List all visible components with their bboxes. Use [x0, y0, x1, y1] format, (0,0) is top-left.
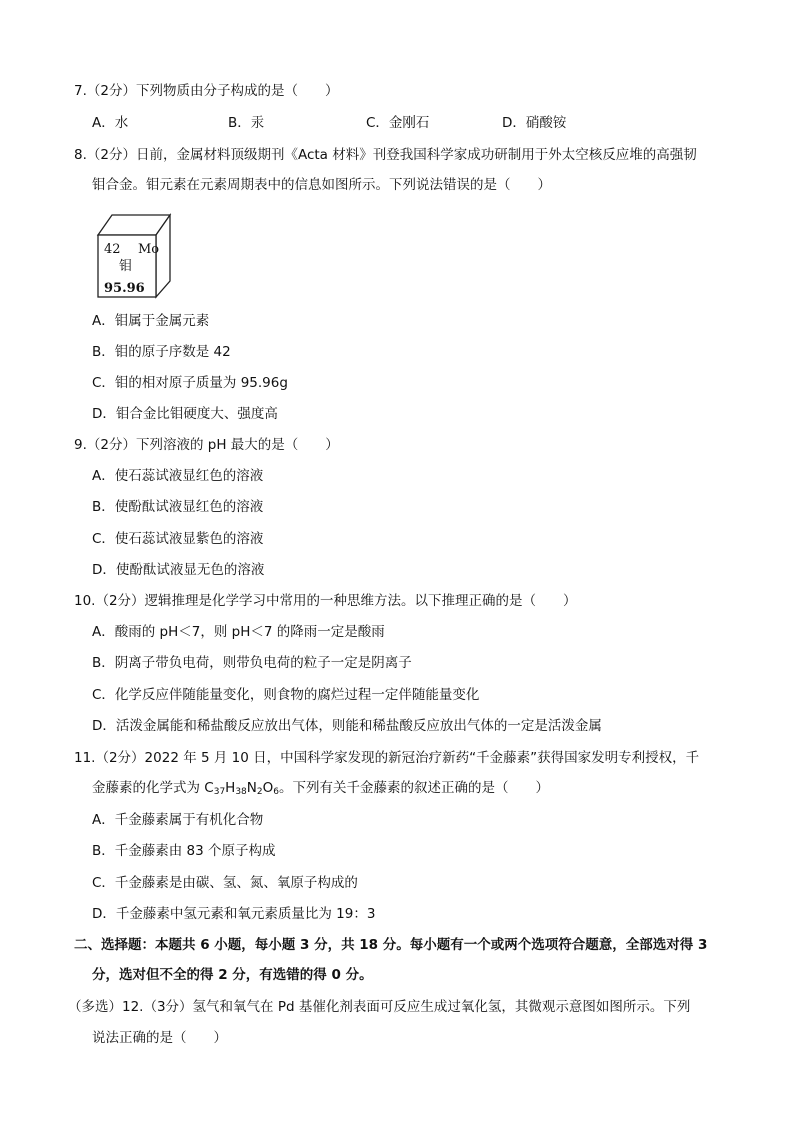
q7-stem: 7.（2分）下列物质由分子构成的是（ ）: [74, 83, 339, 99]
q11-option-a: A．千金藤素属于有机化合物: [92, 812, 264, 828]
q10-option-c: C．化学反应伴随能量变化，则食物的腐烂过程一定伴随能量变化: [92, 687, 480, 703]
q9-stem: 9.（2分）下列溶液的 pH 最大的是（ ）: [74, 437, 339, 453]
section2-heading-line1: 二、选择题：本题共 6 小题，每小题 3 分，共 18 分。每小题有一个或两个选项符合题意，全部选对得 3: [74, 937, 708, 953]
q10-stem: 10.（2分）逻辑推理是化学学习中常用的一种思维方法。以下推理正确的是（ ）: [74, 593, 577, 609]
q11-option-d: D．千金藤素中氢元素和氧元素质量比为 19：3: [92, 906, 376, 922]
element-atomic-mass: 95.96: [104, 281, 145, 296]
q11-stem-line1: 11.（2分）2022 年 5 月 10 日，中国科学家发现的新冠治疗新药“千金藤素”获得国家发明专利授权，千: [74, 750, 700, 766]
q8-option-b: B．钼的原子序数是 42: [92, 344, 231, 360]
q8-option-c: C．钼的相对原子质量为 95.96g: [92, 375, 288, 391]
q10-option-b: B．阴离子带负电荷，则带负电荷的粒子一定是阴离子: [92, 655, 412, 671]
element-atomic-number: 42: [104, 242, 121, 257]
q7-option-b: B．汞: [228, 115, 265, 131]
q9-option-b: B．使酚酞试液显红色的溶液: [92, 499, 264, 515]
element-symbol: Mo: [138, 242, 160, 257]
q7-option-d: D．硝酸铵: [502, 115, 567, 131]
q9-option-a: A．使石蕊试液显红色的溶液: [92, 468, 264, 484]
q9-option-c: C．使石蕊试液显紫色的溶液: [92, 531, 264, 547]
element-name: 钼: [119, 259, 133, 274]
q8-stem-line1: 8.（2分）日前，金属材料顶级期刊《Acta 材料》刊登我国科学家成功研制用于外太空核反应堆的高强韧: [74, 147, 697, 163]
q12-stem-line2: 说法正确的是（ ）: [92, 1030, 227, 1046]
q7-option-a: A．水: [92, 115, 129, 131]
q8-option-d: D．钼合金比钼硬度大、强度高: [92, 406, 278, 422]
q11-stem-line2: 金藤素的化学式为 $C_{37}H_{38}N_2O_6$。下列有关千金藤素的叙述正确的是（ ）: [92, 780, 549, 797]
q10-option-d: D．活泼金属能和稀盐酸反应放出气体，则能和稀盐酸反应放出气体的一定是活泼金属: [92, 718, 602, 734]
q9-option-d: D．使酚酞试液显无色的溶液: [92, 562, 265, 578]
q12-stem-line1: （多选）12.（3分）氢气和氧气在 Pd 基催化剂表面可反应生成过氧化氢，其微观示意图如图所示。下列: [68, 999, 691, 1015]
q11-option-b: B．千金藤素由 83 个原子构成: [92, 843, 276, 859]
q10-option-a: A．酸雨的 pH＜7，则 pH＜7 的降雨一定是酸雨: [92, 624, 385, 640]
q11-option-c: C．千金藤素是由碳、氢、氮、氧原子构成的: [92, 875, 358, 891]
q7-option-c: C．金刚石: [366, 115, 430, 131]
element-cell-figure: [92, 205, 176, 301]
q8-option-a: A．钼属于金属元素: [92, 313, 210, 329]
section2-heading-line2: 分，选对但不全的得 2 分，有选错的得 0 分。: [92, 967, 373, 983]
q8-stem-line2: 钼合金。钼元素在元素周期表中的信息如图所示。下列说法错误的是（ ）: [92, 177, 551, 193]
